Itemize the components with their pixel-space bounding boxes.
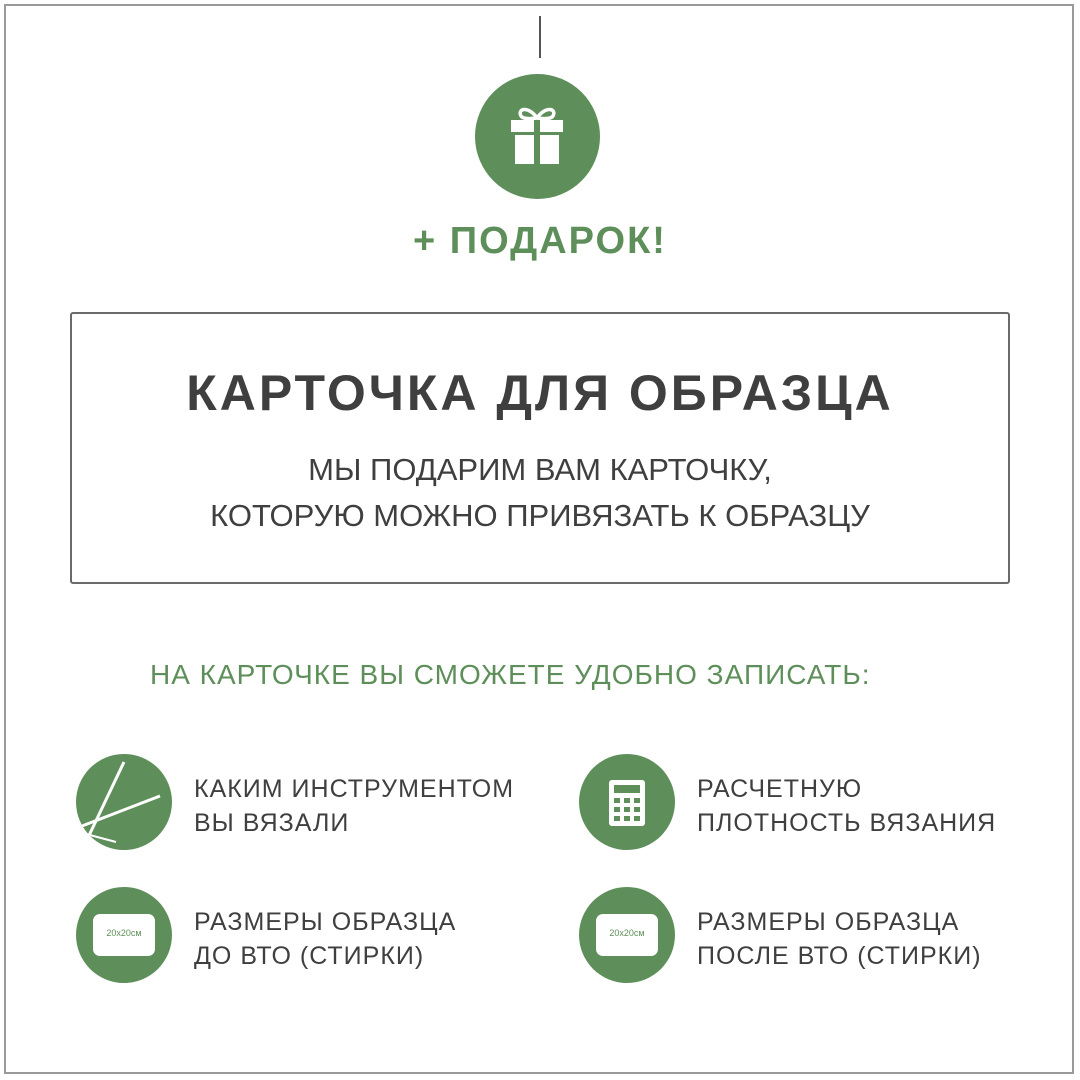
feature-density-line-2: ПЛОТНОСТЬ ВЯЗАНИЯ	[697, 809, 997, 837]
card-title: КАРТОЧКА ДЛЯ ОБРАЗЦА	[186, 365, 894, 421]
feature-size-after-line-1: РАЗМЕРЫ ОБРАЗЦА	[697, 908, 960, 936]
feature-density	[579, 754, 1019, 854]
feature-size-before	[76, 887, 516, 987]
feature-tool-text	[194, 772, 514, 840]
feature-tool	[76, 754, 516, 854]
feature-size-after-text	[697, 905, 982, 973]
card-description-line-2: КОТОРУЮ МОЖНО ПРИВЯЗАТЬ К ОБРАЗЦУ	[210, 498, 870, 533]
hanging-line	[539, 16, 541, 58]
feature-size-before-line-1: РАЗМЕРЫ ОБРАЗЦА	[194, 908, 457, 936]
feature-size-after-line-2: ПОСЛЕ ВТО (СТИРКИ)	[697, 942, 982, 970]
sample-card-label: 20x20см	[609, 928, 645, 938]
feature-size-after	[579, 887, 1019, 987]
card-info-box	[70, 312, 1010, 584]
card-description-line-1: МЫ ПОДАРИМ ВАМ КАРТОЧКУ,	[308, 452, 772, 487]
sample-card-label: 20x20см	[106, 928, 142, 938]
sample-card	[93, 914, 155, 956]
sample-card	[596, 914, 658, 956]
sample-card-icon	[76, 887, 172, 983]
gift-icon	[475, 74, 600, 199]
feature-tool-line-2: ВЫ ВЯЗАЛИ	[194, 809, 350, 837]
knitting-needles-icon	[76, 754, 172, 850]
feature-density-text	[697, 772, 996, 840]
gift-title: + ПОДАРОК!	[413, 220, 667, 262]
feature-size-before-line-2: ДО ВТО (СТИРКИ)	[194, 942, 425, 970]
feature-tool-line-1: КАКИМ ИНСТРУМЕНТОМ	[194, 775, 515, 803]
sample-card-icon	[579, 887, 675, 983]
subheading: НА КАРТОЧКЕ ВЫ СМОЖЕТЕ УДОБНО ЗАПИСАТЬ:	[150, 659, 871, 690]
feature-size-before-text	[194, 905, 456, 973]
feature-density-line-1: РАСЧЕТНУЮ	[697, 775, 863, 803]
calculator-icon	[579, 754, 675, 850]
